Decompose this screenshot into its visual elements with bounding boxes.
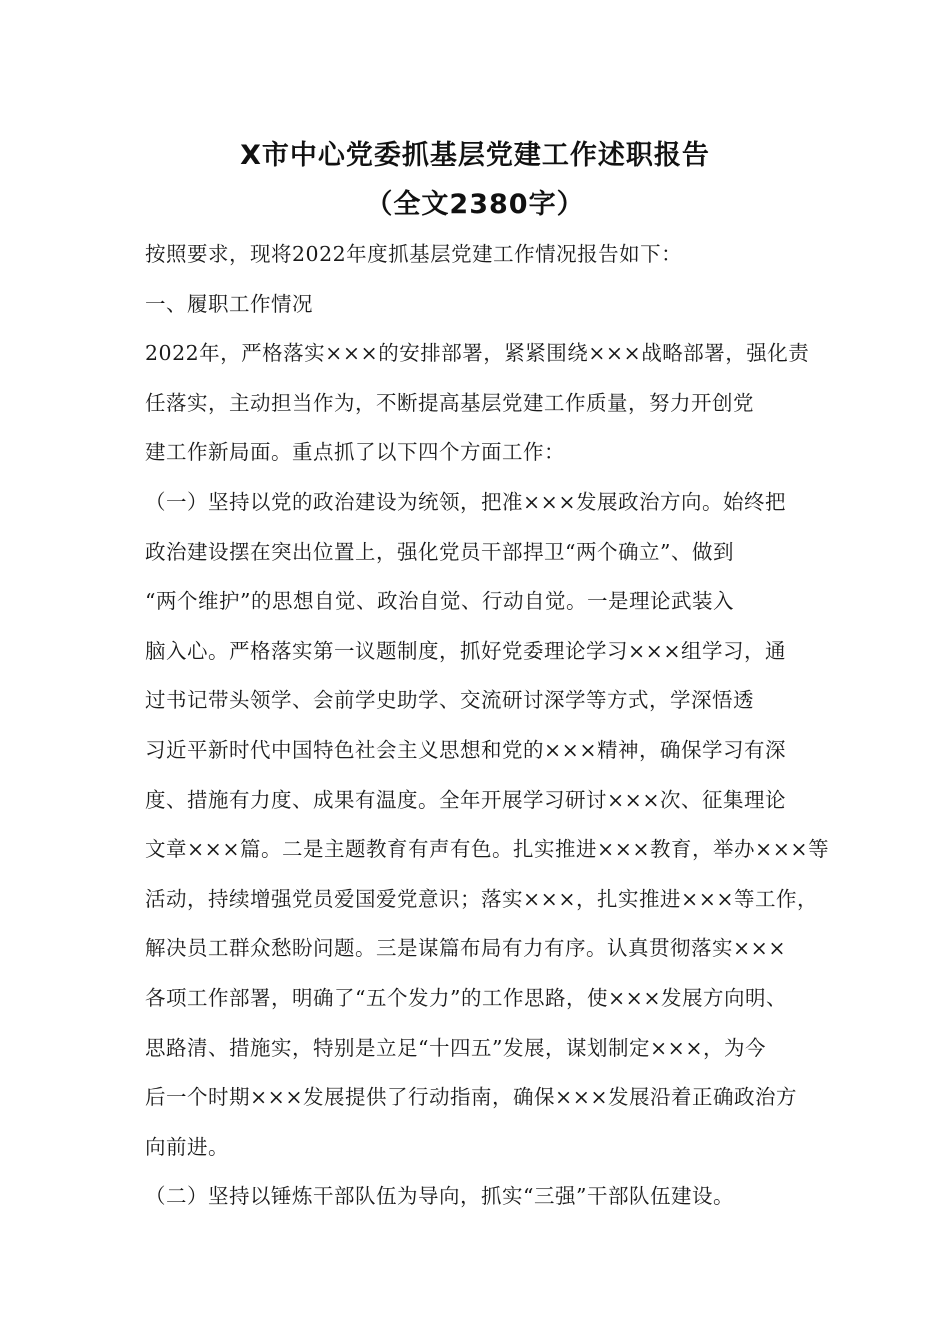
text-line: 各项工作部署，明确了“五个发力”的工作思路，使×××发展方向明、 (145, 985, 787, 1010)
document-subtitle: （全文2380字） (365, 189, 585, 220)
document-title: X市中心党委抓基层党建工作述职报告 (240, 140, 710, 171)
text-line: 解决员工群众愁盼问题。三是谋篇布局有力有序。认真贯彻落实××× (145, 936, 787, 961)
text-line: 脑入心。严格落实第一议题制度，抓好党委理论学习×××组学习，通 (145, 638, 787, 663)
text-line: “两个维护”的思想自觉、政治自觉、行动自觉。一是理论武装入 (145, 589, 734, 614)
text-line: 文章×××篇。二是主题教育有声有色。扎实推进×××教育，举办×××等 (145, 837, 830, 862)
document-body (145, 230, 830, 1222)
text-line: 过书记带头领学、会前学史助学、交流研讨深学等方式，学深悟透 (145, 688, 754, 713)
text-line: 思路清、措施实，特别是立足“十四五”发展，谋划制定×××，为今 (145, 1035, 766, 1060)
text-line: 向前进。 (145, 1134, 229, 1159)
subsection-heading-line: （二）坚持以锤炼干部队伍为导向，抓实“三强”干部队伍建设。 (145, 1184, 734, 1209)
text-line: 活动，持续增强党员爱国爱党意识；落实×××，扎实推进×××等工作， (145, 886, 819, 911)
text-line: 任落实，主动担当作为，不断提高基层党建工作质量，努力开创党 (145, 390, 754, 415)
text-line: 后一个时期×××发展提供了行动指南，确保×××发展沿着正确政治方 (145, 1085, 798, 1110)
text-line: 建工作新局面。重点抓了以下四个方面工作： (145, 440, 565, 465)
section-heading: 一、履职工作情况 (145, 291, 313, 316)
text-line: 度、措施有力度、成果有温度。全年开展学习研讨×××次、征集理论 (145, 787, 787, 812)
text-line: 2022年，严格落实×××的安排部署，紧紧围绕×××战略部署，强化责 (145, 341, 810, 366)
text-line: 按照要求，现将2022年度抓基层党建工作情况报告如下： (145, 242, 683, 266)
text-line: 习近平新时代中国特色社会主义思想和党的×××精神，确保学习有深 (145, 737, 787, 762)
subsection-heading-line: （一）坚持以党的政治建设为统领，把准×××发展政治方向。始终把 (145, 489, 787, 514)
text-line: 政治建设摆在突出位置上，强化党员干部捍卫“两个确立”、做到 (145, 539, 734, 564)
